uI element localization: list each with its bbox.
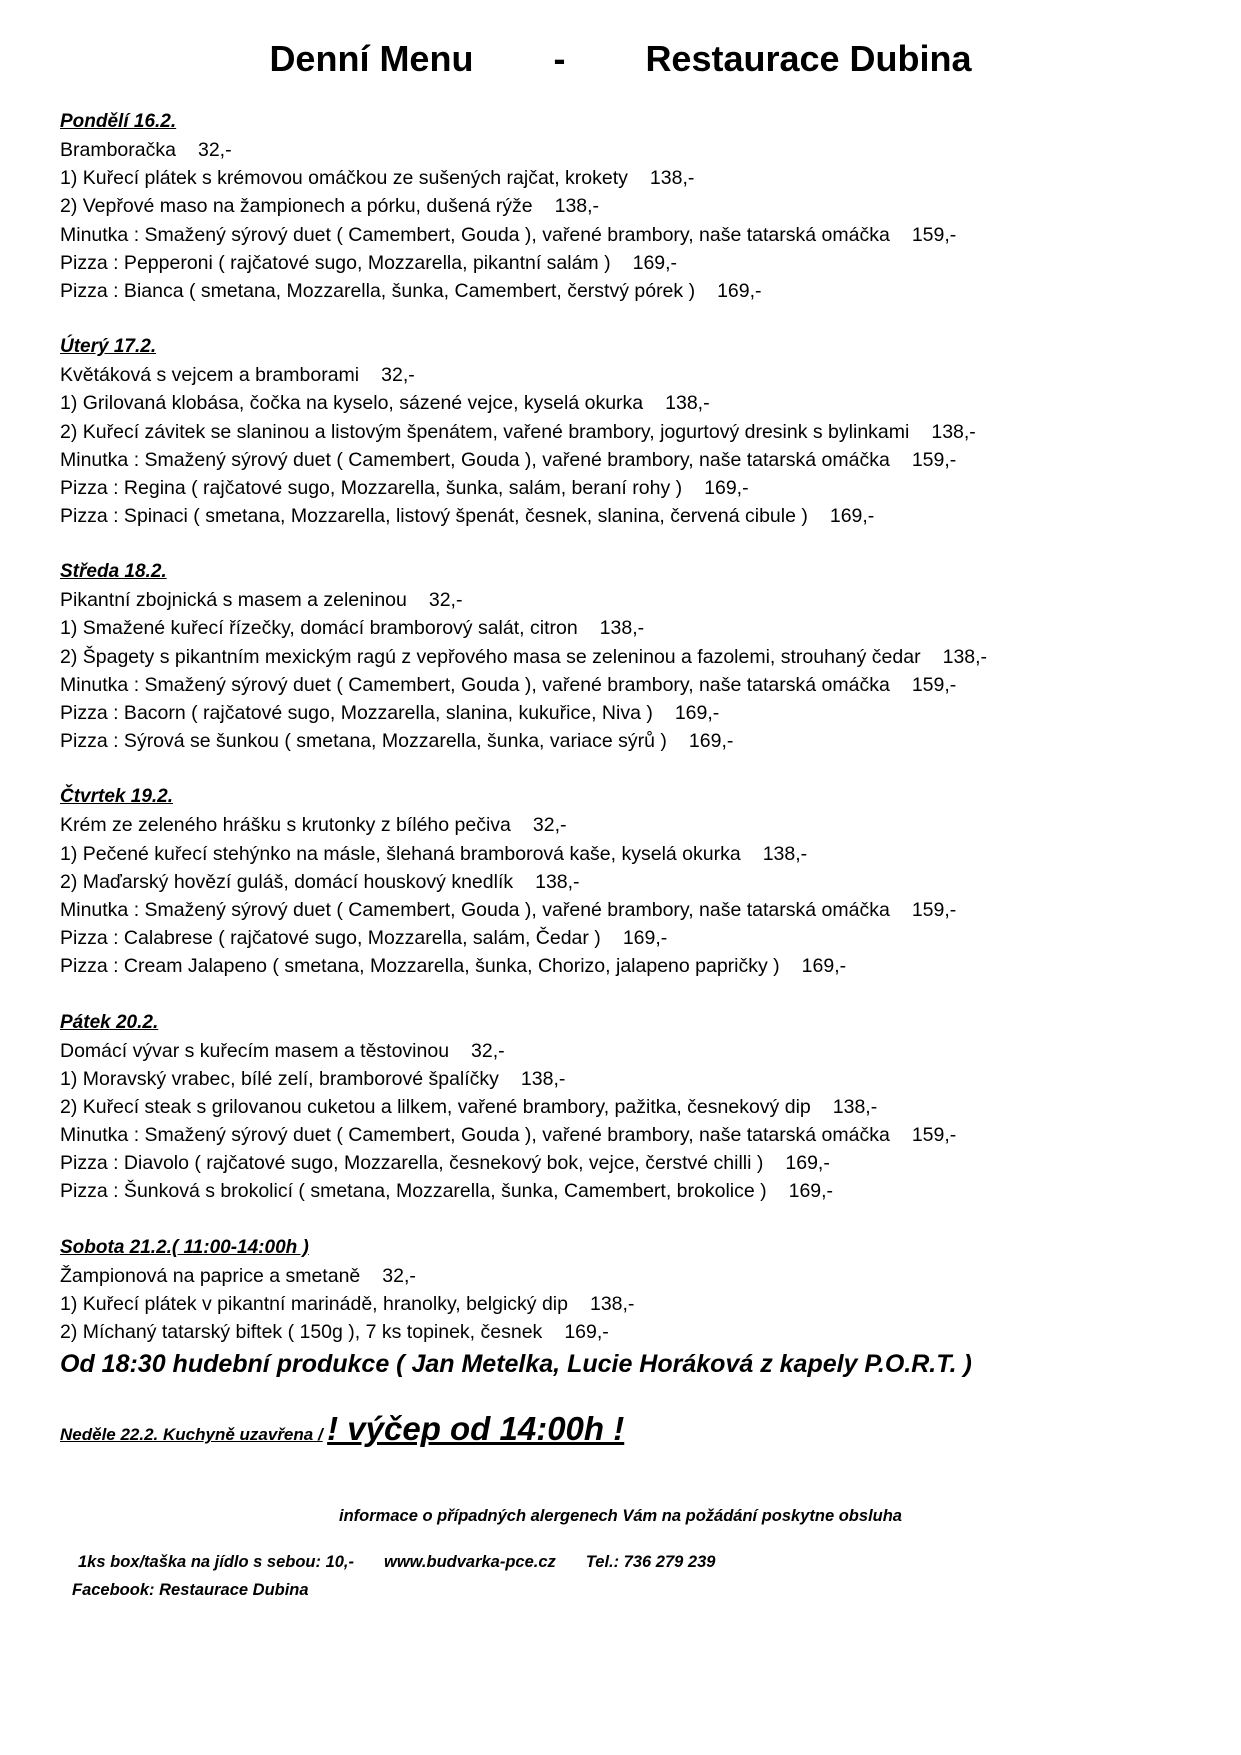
menu-item-name: Domácí vývar s kuřecím masem a těstovinou [60,1039,450,1062]
menu-item-name: 1) Smažené kuřecí řízečky, domácí bramborový salát, citron [60,617,578,640]
menu-item-price: 138,- [520,1067,566,1090]
menu-item-price: 138,- [832,1095,878,1118]
menu-item-name: Minutka : Smažený sýrový duet ( Camembert, Gouda ), vařené brambory, naše tatarská omáčka [60,1124,890,1147]
menu-item [60,1121,1200,1149]
menu-content [60,108,1200,1454]
menu-item-name: Pizza : Cream Jalapeno ( smetana, Mozzarella, šunka, Chorizo, jalapeno papričky ) [60,955,780,978]
days-list [60,108,1200,1346]
menu-item-price: 138,- [589,1292,635,1315]
menu-item [60,192,1200,220]
day-heading: Sobota 21.2.( 11:00-14:00h ) [60,1236,309,1258]
title-separator: - [553,38,566,79]
menu-item-name: Pizza : Šunková s brokolicí ( smetana, Mozzarella, šunka, Camembert, brokolice ) [60,1180,767,1203]
day-heading: Středa 18.2. [60,561,167,583]
menu-item-price: 138,- [931,420,976,443]
day-heading: Pondělí 16.2. [60,111,177,132]
menu-item-price: 169,- [674,702,720,724]
day-heading: Pátek 20.2. [60,1011,159,1033]
footer-box: 1ks box/taška na jídlo s sebou: 10,- [78,1553,355,1571]
menu-item [60,361,1200,389]
menu-item [60,1149,1200,1177]
menu-item-price: 169,- [622,927,668,950]
menu-item-price: 169,- [688,730,734,753]
day-section [60,783,1200,980]
menu-item-price: 32,- [382,1264,416,1287]
menu-item [60,1093,1200,1121]
menu-item-name: Minutka : Smažený sýrový duet ( Camembert, Gouda ), vařené brambory, naše tatarská omáčka [60,898,890,921]
menu-item [60,643,1200,671]
menu-item-price: 169,- [717,279,762,302]
menu-item-price: 169,- [788,1180,834,1203]
menu-item-price: 138,- [665,392,710,415]
menu-item-price: 32,- [471,1039,505,1062]
day-heading: Čtvrtek 19.2. [60,786,174,808]
menu-item [60,502,1200,530]
menu-item-price: 32,- [428,589,463,612]
menu-item-price: 159,- [911,898,957,921]
menu-item-name: Pikantní zbojnická s masem a zeleninou [60,589,407,612]
menu-item-name: Pizza : Bianca ( smetana, Mozzarella, šunka, Camembert, čerstvý pórek ) [60,279,696,302]
menu-item-name: 2) Vepřové maso na žampionech a pórku, dušená rýže [60,195,533,218]
menu-item-price: 138,- [599,617,645,640]
menu-item-price: 159,- [911,223,957,246]
menu-item [60,1037,1200,1065]
menu-item-name: Pizza : Pepperoni ( rajčatové sugo, Mozzarella, pikantní salám ) [60,251,611,274]
menu-item [60,1318,1200,1346]
footer-info [78,1553,745,1572]
menu-item [60,277,1200,305]
menu-item-name: 2) Špagety s pikantním mexickým ragú z vepřového masa se zeleninou a fazolemi, strouhaný čedar [60,645,921,668]
menu-item-name: Krém ze zeleného hrášku s krutonky z bílého pečiva [60,814,511,837]
menu-item [60,136,1200,164]
menu-item [60,952,1200,980]
menu-item-name: Bramboračka [60,139,176,161]
menu-item [60,699,1200,727]
menu-item-name: 2) Míchaný tatarský biftek ( 150g ), 7 ks topinek, česnek [60,1321,543,1343]
menu-item [60,164,1200,192]
menu-item-price: 32,- [197,139,232,161]
sunday-note [60,1410,1200,1454]
menu-item-price: 159,- [911,1124,957,1147]
menu-item-name: 1) Pečené kuřecí stehýnko na másle, šlehaná bramborová kaše, kyselá okurka [60,842,741,865]
menu-item-price: 169,- [704,476,749,499]
menu-item-name: Pizza : Spinaci ( smetana, Mozzarella, listový špenát, česnek, slanina, červená cibule ) [60,505,808,528]
menu-item [60,671,1200,699]
menu-item-name: Květáková s vejcem a bramborami [60,364,360,387]
menu-item [60,474,1200,502]
day-section [60,558,1200,755]
menu-item-name: 1) Grilovaná klobása, čočka na kyselo, sázené vejce, kyselá okurka [60,392,644,415]
title-left: Denní Menu [269,38,474,79]
menu-item-name: Žampionová na paprice a smetaně [60,1264,361,1287]
menu-item-price: 159,- [911,448,957,471]
menu-item-name: 2) Maďarský hovězí guláš, domácí houskový knedlík [60,870,514,893]
menu-item [60,868,1200,896]
menu-item [60,221,1200,249]
menu-item-price: 138,- [554,195,600,218]
menu-item-name: Minutka : Smažený sýrový duet ( Camembert, Gouda ), vařené brambory, naše tatarská omáčka [60,673,890,696]
menu-item-price: 32,- [381,364,415,387]
menu-item [60,811,1200,839]
menu-item-price: 169,- [785,1152,830,1175]
menu-item-name: Pizza : Regina ( rajčatové sugo, Mozzarella, šunka, salám, beraní rohy ) [60,476,683,499]
menu-item-name: Pizza : Bacorn ( rajčatové sugo, Mozzarella, slanina, kukuřice, Niva ) [60,702,653,724]
menu-item [60,614,1200,642]
menu-item-name: 1) Kuřecí plátek v pikantní marinádě, hranolky, belgický dip [60,1292,568,1315]
menu-item [60,389,1200,417]
page-title [0,38,1241,80]
footer-web[interactable]: www.budvarka-pce.cz [384,1553,556,1571]
day-section [60,1234,1200,1347]
menu-item [60,446,1200,474]
menu-item-price: 138,- [535,870,580,893]
menu-item-name: Minutka : Smažený sýrový duet ( Camembert, Gouda ), vařené brambory, naše tatarská omáčka [60,448,890,471]
menu-item-name: Pizza : Sýrová se šunkou ( smetana, Mozzarella, šunka, variace sýrů ) [60,730,667,753]
footer-phone: Tel.: 736 279 239 [585,1553,716,1571]
menu-item [60,1290,1200,1318]
menu-item [60,840,1200,868]
menu-item [60,249,1200,277]
menu-item-price: 138,- [762,842,808,865]
day-heading: Úterý 17.2. [60,336,157,358]
menu-item-price: 169,- [801,955,847,978]
menu-item-price: 138,- [649,167,695,190]
menu-item [60,1177,1200,1205]
menu-item-name: 1) Moravský vrabec, bílé zelí, bramborové špalíčky [60,1067,499,1090]
menu-item [60,1262,1200,1290]
menu-item-price: 159,- [911,673,957,696]
menu-item-price: 169,- [564,1321,609,1343]
menu-item-price: 138,- [942,645,988,668]
menu-item-name: 2) Kuřecí steak s grilovanou cuketou a lilkem, vařené brambory, pažitka, česnekový dip [60,1095,811,1118]
menu-item [60,586,1200,614]
menu-item-price: 32,- [532,814,567,837]
menu-item-price: 169,- [829,505,875,528]
menu-item-name: Pizza : Diavolo ( rajčatové sugo, Mozzarella, česnekový bok, vejce, čerstvé chilli ) [60,1152,764,1175]
menu-item [60,896,1200,924]
menu-item [60,924,1200,952]
sunday-closed-text: Neděle 22.2. Kuchyně uzavřena / [60,1425,323,1445]
menu-item-name: 2) Kuřecí závitek se slaninou a listovým špenátem, vařené brambory, jogurtový dresink s bylinkami [60,420,910,443]
day-section [60,333,1200,530]
menu-item [60,727,1200,755]
footer-facebook: Facebook: Restaurace Dubina [72,1581,309,1599]
day-section [60,1009,1200,1206]
menu-item-name: Pizza : Calabrese ( rajčatové sugo, Mozzarella, salám, Čedar ) [60,927,601,950]
menu-item-name: Minutka : Smažený sýrový duet ( Camembert, Gouda ), vařené brambory, naše tatarská omáčka [60,223,890,246]
sunday-bar-text: ! výčep od 14:00h ! [327,1410,625,1448]
menu-item [60,418,1200,446]
title-right: Restaurace Dubina [645,38,972,79]
menu-item-name: 1) Kuřecí plátek s krémovou omáčkou ze sušených rajčat, krokety [60,167,628,190]
music-note: Od 18:30 hudební produkce ( Jan Metelka, Lucie Horáková z kapely P.O.R.T. ) [60,1350,972,1379]
allergen-note: informace o případných alergenech Vám na požádání poskytne obsluha [339,1507,902,1525]
menu-item-price: 169,- [632,251,678,274]
day-section [60,108,1200,305]
menu-item [60,1065,1200,1093]
